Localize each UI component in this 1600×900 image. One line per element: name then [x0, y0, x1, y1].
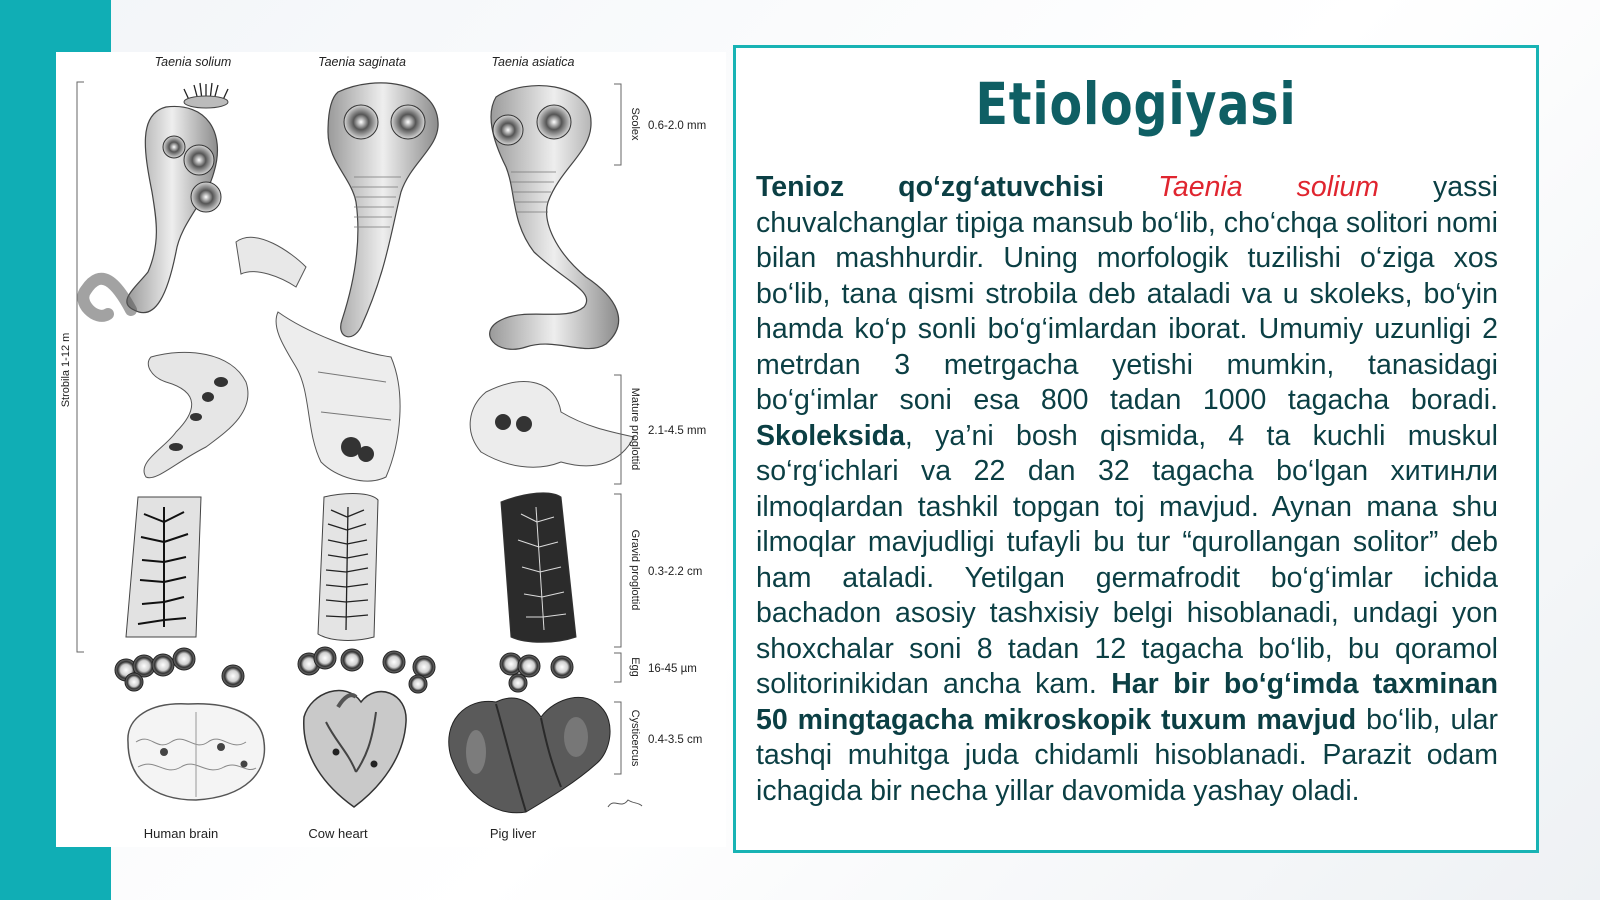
- row-size-cysticercus: 0.4-3.5 cm: [648, 734, 703, 746]
- gravid-proglottid-solium: [126, 497, 201, 637]
- row-size-scolex: 0.6-2.0 mm: [648, 120, 707, 132]
- body-bold-skoleksida: Skoleksida: [756, 419, 905, 452]
- row-label-egg: Egg: [629, 657, 641, 677]
- row-brackets: [614, 84, 621, 774]
- mature-proglottid-asiatica: [470, 382, 634, 468]
- species-title-saginata: Taenia saginata: [318, 55, 406, 69]
- row-label-gravid-proglottid: Gravid proglottid: [629, 529, 641, 611]
- gravid-proglottid-asiatica: [501, 493, 576, 642]
- row-label-mature-proglottid: Mature proglottid: [629, 387, 641, 471]
- body-text-2: , ya’ni bosh qismida, 4 ta kuchli muskul so‘rg‘ichlari va 22 dan 32 tagacha bo‘lgan хитинли ilmoqlardan tashkil topgan toj mavjud. Aynan mana shu ilmoqlar mavjudligi tufayli bu tur “qurollangan solitor” deb ham ataladi. Yetilgan germafrodit bo‘g‘imlar ichida bachadon asosiy tashxisiy belgi hisoblanadi, undagi yon shoxchalar soni 8 tadan 12 tagacha bo‘lib, bu qoramol solitorinikidan ancha kam.: [756, 419, 1498, 700]
- strobila-label: Strobila 1-12 m: [60, 332, 72, 408]
- species-title-asiatica: Taenia asiatica: [491, 55, 575, 69]
- gravid-proglottid-saginata: [318, 494, 378, 641]
- species-name: Taenia solium: [1158, 171, 1379, 203]
- caption-cow-heart: Cow heart: [308, 826, 368, 841]
- eggs-asiatica: [500, 653, 573, 692]
- body-bold-intro: Tenioz qo‘zg‘atuvchisi: [756, 171, 1105, 203]
- row-label-cysticercus: Cysticercus: [629, 709, 641, 767]
- row-label-scolex: Scolex: [629, 107, 641, 141]
- taenia-illustration: [56, 52, 726, 847]
- mature-proglottid-saginata: [276, 312, 400, 481]
- scolex-asiatica: [490, 86, 619, 350]
- panel-title: Etiologiyasi: [975, 70, 1297, 138]
- scolex-solium: [83, 83, 228, 316]
- strobila-bracket: [77, 82, 84, 652]
- human-brain-cysticercus: [128, 704, 265, 800]
- panel-body: [756, 170, 1498, 809]
- pig-liver-cysticercus: [449, 697, 610, 812]
- row-size-gravid-proglottid: 0.3-2.2 cm: [648, 566, 703, 578]
- etiology-text-panel: [733, 45, 1539, 853]
- body-text-1: yassi chuvalchanglar tipiga mansub bo‘lib, cho‘chqa solitori nomi bilan mashhurdir. Uning morfologik tuzilishi o‘ziga xos bo‘lib, tana qismi strobila deb ataladi va u skoleks, bo‘yin hamda ko‘p sonli bo‘g‘imlardan iborat. Umumiy uzunligi 2 metrdan 3 metrgacha yetishi mumkin, tanasidagi bo‘g‘imlar soni esa 800 tadan 1000 tagacha boradi.: [756, 171, 1498, 416]
- mature-proglottid-solium: [144, 352, 248, 477]
- eggs-saginata: [298, 647, 435, 693]
- caption-human-brain: Human brain: [143, 826, 219, 841]
- cow-heart-cysticercus: [304, 690, 406, 807]
- species-title-solium: Taenia solium: [154, 55, 232, 69]
- scolex-saginata: [236, 83, 438, 337]
- row-size-mature-proglottid: 2.1-4.5 mm: [648, 425, 707, 437]
- body-bold-eggs: Har bir bo‘g‘imda taxminan 50 mingtagacha mikroskopik tuxum mavjud: [756, 668, 1498, 736]
- artist-signature: [608, 800, 642, 807]
- caption-pig-liver: Pig liver: [489, 826, 537, 841]
- eggs-solium: [115, 648, 244, 691]
- taenia-comparison-figure: [56, 52, 726, 847]
- row-size-egg: 16-45 µm: [648, 663, 697, 675]
- body-text-3: bo‘lib, ular tashqi muhitga juda chidamli hisoblanadi. Parazit odam ichagida bir necha yillar davomida yashay oladi.: [756, 703, 1499, 807]
